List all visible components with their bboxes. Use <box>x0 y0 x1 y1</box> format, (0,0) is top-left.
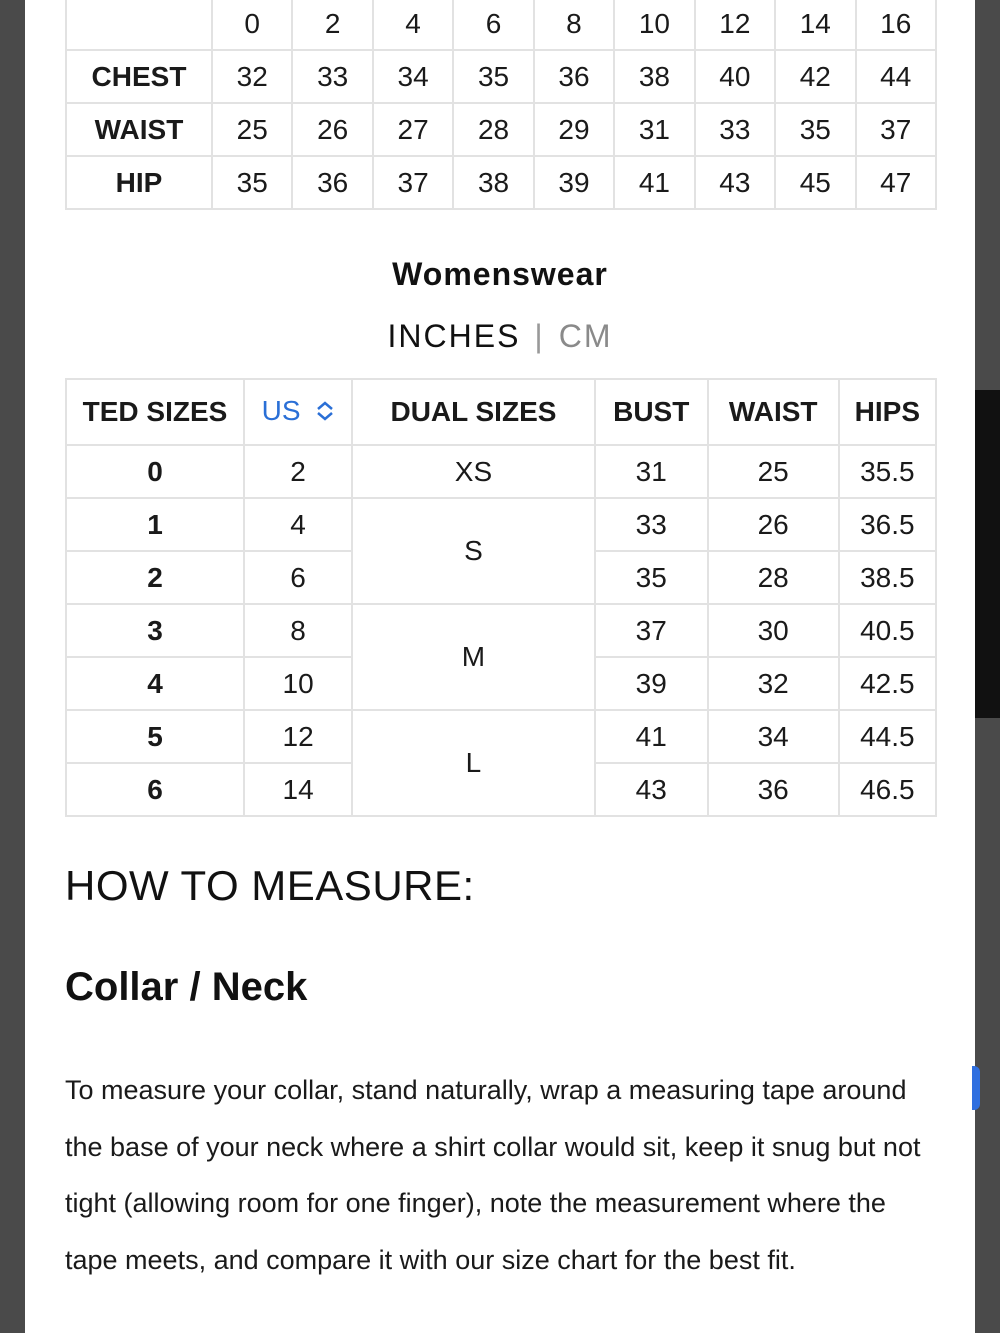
value-cell: 36 <box>534 50 614 103</box>
value-cell: 38 <box>453 156 533 209</box>
scrollbar-thumb[interactable] <box>975 390 1000 718</box>
value-cell: 35 <box>212 156 292 209</box>
size-cell: 8 <box>534 0 614 50</box>
table-row <box>66 0 936 50</box>
ted-size-cell: 0 <box>66 445 244 498</box>
bust-cell: 35 <box>595 551 708 604</box>
value-cell: 45 <box>775 156 855 209</box>
header-waist: WAIST <box>708 379 839 445</box>
value-cell: 33 <box>292 50 372 103</box>
header-bust: BUST <box>595 379 708 445</box>
table-row <box>66 710 936 763</box>
section-title-womenswear: Womenswear <box>392 256 608 292</box>
header-dual-sizes: DUAL SIZES <box>352 379 595 445</box>
value-cell: 36 <box>292 156 372 209</box>
header-ted-sizes: TED SIZES <box>66 379 244 445</box>
value-cell: 31 <box>614 103 694 156</box>
table-corner-cell <box>66 0 212 50</box>
value-cell: 39 <box>534 156 614 209</box>
waist-cell: 25 <box>708 445 839 498</box>
table-row <box>66 604 936 657</box>
us-size-cell: 14 <box>244 763 352 816</box>
value-cell: 33 <box>695 103 775 156</box>
table-row <box>66 445 936 498</box>
row-label: HIP <box>66 156 212 209</box>
value-cell: 34 <box>373 50 453 103</box>
unit-separator: | <box>534 318 545 354</box>
us-size-cell: 4 <box>244 498 352 551</box>
table-row <box>66 498 936 551</box>
edge-handle[interactable] <box>972 1066 980 1110</box>
size-cell: 2 <box>292 0 372 50</box>
value-cell: 28 <box>453 103 533 156</box>
table-row <box>66 103 936 156</box>
ted-size-cell: 3 <box>66 604 244 657</box>
ted-size-cell: 2 <box>66 551 244 604</box>
value-cell: 35 <box>775 103 855 156</box>
size-cell: 0 <box>212 0 292 50</box>
value-cell: 47 <box>856 156 937 209</box>
unit-option-cm[interactable]: CM <box>558 318 613 354</box>
ted-size-cell: 1 <box>66 498 244 551</box>
bust-cell: 39 <box>595 657 708 710</box>
value-cell: 35 <box>453 50 533 103</box>
us-size-selector[interactable] <box>244 379 352 445</box>
ted-size-cell: 5 <box>66 710 244 763</box>
us-size-cell: 12 <box>244 710 352 763</box>
page-content <box>25 0 975 1333</box>
hips-cell: 46.5 <box>839 763 936 816</box>
table-row <box>66 156 936 209</box>
size-cell: 4 <box>373 0 453 50</box>
value-cell: 32 <box>212 50 292 103</box>
us-size-cell: 8 <box>244 604 352 657</box>
womenswear-size-table <box>65 378 937 817</box>
hips-cell: 36.5 <box>839 498 936 551</box>
value-cell: 43 <box>695 156 775 209</box>
up-down-chevron-icon <box>315 397 335 429</box>
table-header-row <box>66 379 936 445</box>
dual-size-cell: L <box>352 710 595 816</box>
waist-cell: 28 <box>708 551 839 604</box>
value-cell: 40 <box>695 50 775 103</box>
row-label: WAIST <box>66 103 212 156</box>
hips-cell: 35.5 <box>839 445 936 498</box>
value-cell: 37 <box>856 103 937 156</box>
hips-cell: 44.5 <box>839 710 936 763</box>
size-cell: 14 <box>775 0 855 50</box>
value-cell: 41 <box>614 156 694 209</box>
size-cell: 16 <box>856 0 937 50</box>
dual-size-cell: M <box>352 604 595 710</box>
hips-cell: 40.5 <box>839 604 936 657</box>
value-cell: 26 <box>292 103 372 156</box>
collar-neck-title: Collar / Neck <box>65 965 308 1009</box>
header-hips: HIPS <box>839 379 936 445</box>
value-cell: 27 <box>373 103 453 156</box>
unit-toggle <box>25 318 975 355</box>
dual-size-cell: XS <box>352 445 595 498</box>
bust-cell: 33 <box>595 498 708 551</box>
bust-cell: 43 <box>595 763 708 816</box>
us-size-cell: 6 <box>244 551 352 604</box>
ted-size-cell: 4 <box>66 657 244 710</box>
how-to-measure-heading: HOW TO MEASURE: <box>65 862 475 909</box>
value-cell: 37 <box>373 156 453 209</box>
us-size-cell: 2 <box>244 445 352 498</box>
waist-cell: 32 <box>708 657 839 710</box>
dual-size-cell: S <box>352 498 595 604</box>
hips-cell: 38.5 <box>839 551 936 604</box>
size-cell: 6 <box>453 0 533 50</box>
value-cell: 42 <box>775 50 855 103</box>
header-us: US <box>261 395 301 427</box>
hips-cell: 42.5 <box>839 657 936 710</box>
bust-cell: 37 <box>595 604 708 657</box>
bust-cell: 31 <box>595 445 708 498</box>
size-table-top <box>65 0 937 210</box>
collar-instructions: To measure your collar, stand naturally, wrap a measuring tape around the base of your neck where a shirt collar would sit, keep it snug but not tight (allowing room for one finger), note the measurement where the tape meets, and compare it with our size chart for the best fit. <box>65 1075 921 1275</box>
waist-cell: 30 <box>708 604 839 657</box>
value-cell: 29 <box>534 103 614 156</box>
us-size-cell: 10 <box>244 657 352 710</box>
value-cell: 44 <box>856 50 937 103</box>
size-cell: 10 <box>614 0 694 50</box>
ted-size-cell: 6 <box>66 763 244 816</box>
value-cell: 25 <box>212 103 292 156</box>
value-cell: 38 <box>614 50 694 103</box>
table-row <box>66 50 936 103</box>
waist-cell: 34 <box>708 710 839 763</box>
unit-option-inches[interactable]: INCHES <box>387 318 521 354</box>
row-label: CHEST <box>66 50 212 103</box>
size-cell: 12 <box>695 0 775 50</box>
waist-cell: 26 <box>708 498 839 551</box>
waist-cell: 36 <box>708 763 839 816</box>
bust-cell: 41 <box>595 710 708 763</box>
